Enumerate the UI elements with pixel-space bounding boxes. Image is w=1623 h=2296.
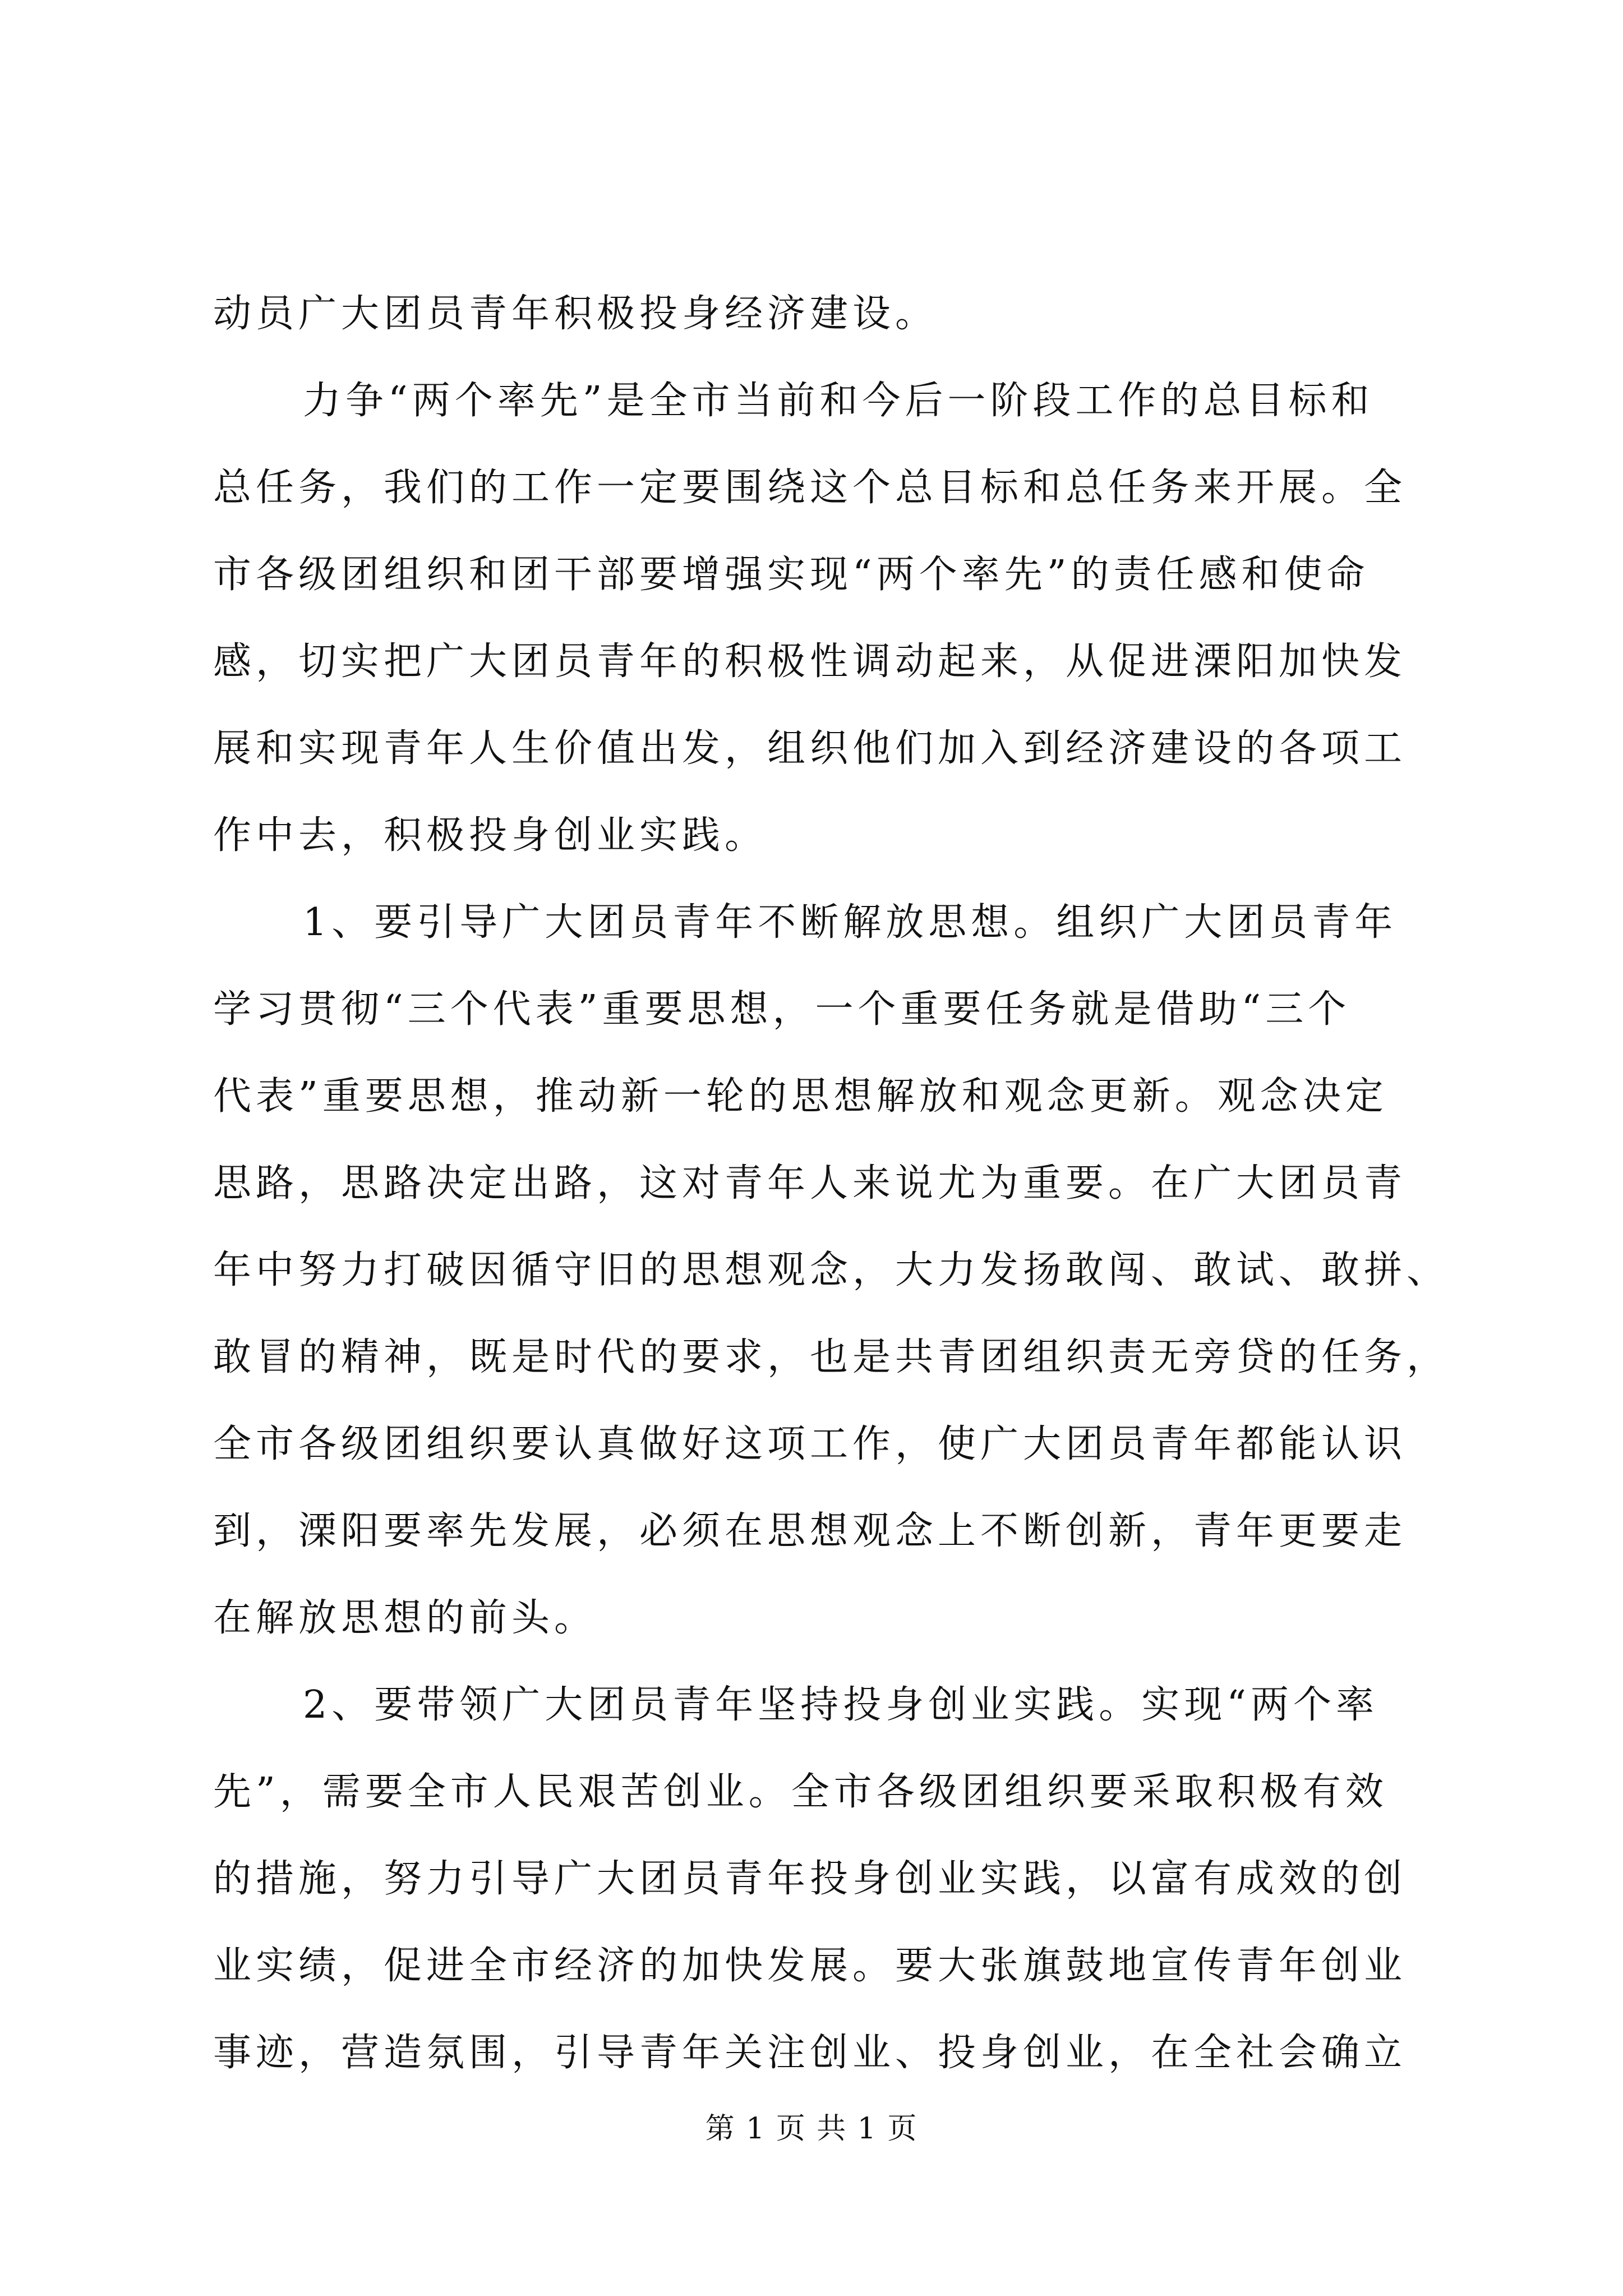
text-line: 在解放思想的前头。 xyxy=(213,1596,597,1640)
text-line: 2、要带领广大团员青年坚持投身创业实践。实现“两个率 xyxy=(303,1683,1379,1727)
text-line: 事迹，营造氛围，引导青年关注创业、投身创业，在全社会确立 xyxy=(213,2031,1407,2075)
page-number-footer: 第 1 页 共 1 页 xyxy=(705,2112,918,2146)
text-line: 的措施，努力引导广大团员青年投身创业实践，以富有成效的创 xyxy=(213,1857,1407,1901)
text-line: 展和实现青年人生价值出发，组织他们加入到经济建设的各项工 xyxy=(213,726,1407,771)
text-line: 全市各级团组织要认真做好这项工作，使广大团员青年都能认识 xyxy=(213,1422,1407,1466)
text-line: 思路，思路决定出路，这对青年人来说尤为重要。在广大团员青 xyxy=(213,1161,1407,1205)
text-line: 年中努力打破因循守旧的思想观念，大力发扬敢闯、敢试、敢拼、 xyxy=(213,1248,1450,1292)
text-line: 总任务，我们的工作一定要围绕这个总目标和总任务来开展。全 xyxy=(213,466,1407,510)
text-line: 学习贯彻“三个代表”重要思想，一个重要任务就是借助“三个 xyxy=(213,987,1351,1032)
text-line: 到，溧阳要率先发展，必须在思想观念上不断创新，青年更要走 xyxy=(213,1509,1407,1553)
text-line: 1、要引导广大团员青年不断解放思想。组织广大团员青年 xyxy=(303,900,1398,945)
document-body xyxy=(213,270,1450,2096)
text-line: 力争“两个率先”是全市当前和今后一阶段工作的总目标和 xyxy=(303,379,1374,423)
text-line: 业实绩，促进全市经济的加快发展。要大张旗鼓地宣传青年创业 xyxy=(213,1944,1407,1988)
text-line: 代表”重要思想，推动新一轮的思想解放和观念更新。观念决定 xyxy=(213,1074,1388,1119)
text-line: 敢冒的精神，既是时代的要求，也是共青团组织责无旁贷的任务， xyxy=(213,1335,1450,1379)
text-line: 感，切实把广大团员青年的积极性调动起来，从促进溧阳加快发 xyxy=(213,639,1407,684)
text-line: 动员广大团员青年积极投身经济建设。 xyxy=(213,292,938,336)
text-line: 先”，需要全市人民艰苦创业。全市各级团组织要采取积极有效 xyxy=(213,1770,1388,1814)
text-line: 市各级团组织和团干部要增强实现“两个率先”的责任感和使命 xyxy=(213,553,1370,597)
text-line: 作中去，积极投身创业实践。 xyxy=(213,813,768,858)
